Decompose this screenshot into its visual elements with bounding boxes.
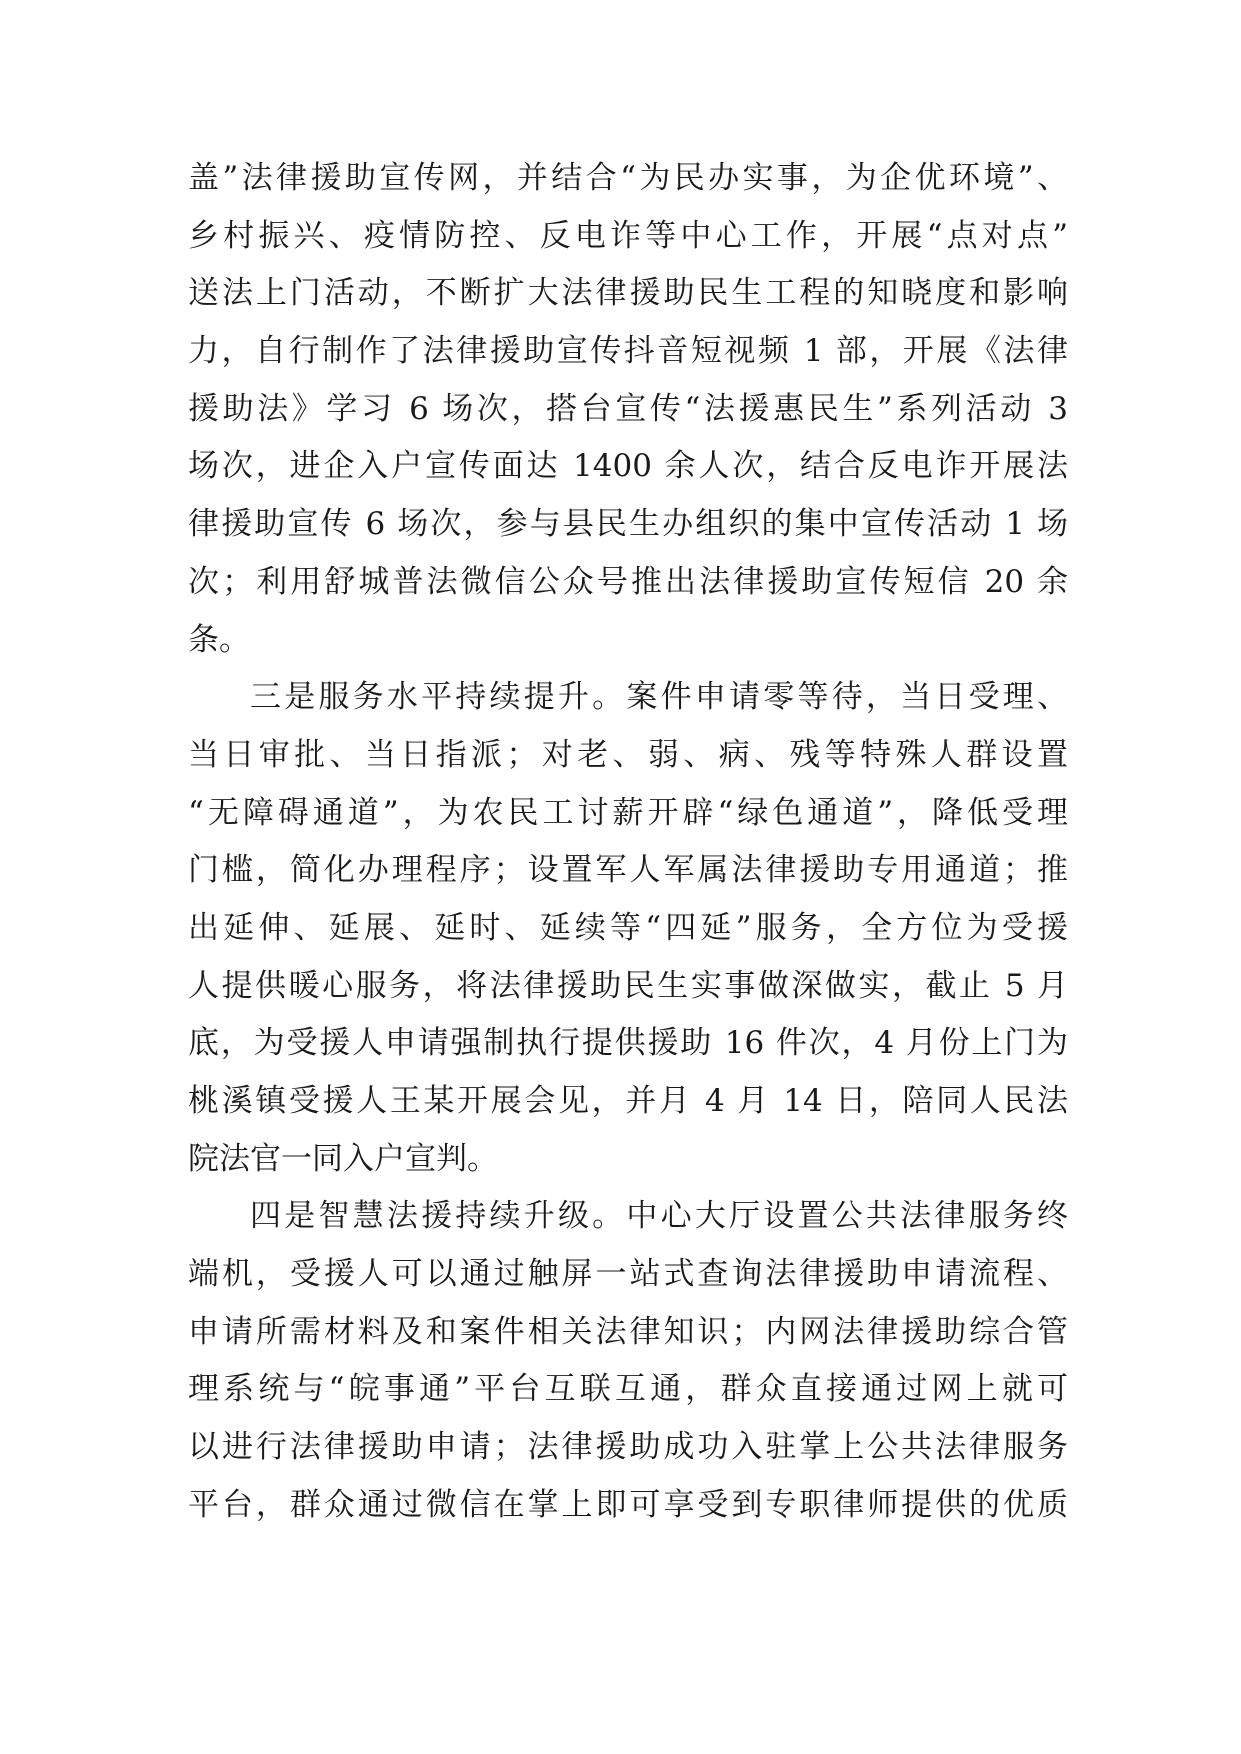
text-line: 律援助宣传 6 场次，参与县民生办组织的集中宣传活动 1 场 <box>188 506 1068 543</box>
text-line: 理系统与“皖事通”平台互联互通，群众直接通过网上就可 <box>188 1371 1068 1408</box>
text-line: 力，自行制作了法律援助宣传抖音短视频 1 部，开展《法律 <box>188 333 1068 370</box>
text-line: 底，为受援人申请强制执行提供援助 16 件次，4 月份上门为 <box>188 1025 1068 1062</box>
text-line: 盖”法律援助宣传网，并结合“为民办实事，为企优环境”、 <box>188 160 1068 196</box>
text-line: 三是服务水平持续提升。案件申请零等待，当日受理、 <box>250 679 1068 716</box>
text-line: 申请所需材料及和案件相关法律知识；内网法律援助综合管 <box>188 1313 1068 1350</box>
text-line: 场次，进企入户宣传面达 1400 余人次，结合反电诈开展法 <box>188 448 1068 485</box>
text-line: 援助法》学习 6 场次，搭台宣传“法援惠民生”系列活动 3 <box>188 390 1068 427</box>
text-line: 送法上门活动，不断扩大法律援助民生工程的知晓度和影响 <box>188 275 1068 312</box>
text-line: 以进行法律援助申请；法律援助成功入驻掌上公共法律服务 <box>188 1429 1068 1466</box>
text-line: 当日审批、当日指派；对老、弱、病、残等特殊人群设置 <box>188 736 1068 773</box>
text-line: 四是智慧法援持续升级。中心大厅设置公共法律服务终 <box>250 1198 1068 1235</box>
text-line: 次；利用舒城普法微信公众号推出法律援助宣传短信 20 余 <box>188 563 1068 600</box>
text-line: 出延伸、延展、延时、延续等“四延”服务，全方位为受援 <box>188 909 1068 946</box>
text-line: 端机，受援人可以通过触屏一站式查询法律援助申请流程、 <box>188 1256 1068 1293</box>
text-line: 桃溪镇受援人王某开展会见，并月 4 月 14 日，陪同人民法 <box>188 1083 1068 1119</box>
paragraph-publicity <box>188 150 1068 669</box>
text-line: “无障碍通道”，为农民工讨薪开辟“绿色通道”，降低受理 <box>188 794 1068 831</box>
text-line: 条。 <box>188 621 250 658</box>
text-line: 乡村振兴、疫情防控、反电诈等中心工作，开展“点对点” <box>188 217 1068 254</box>
text-line: 门槛，简化办理程序；设置军人军属法律援助专用通道；推 <box>188 852 1068 889</box>
text-line: 院法官一同入户宣判。 <box>188 1140 498 1177</box>
text-line: 人提供暖心服务，将法律援助民生实事做深做实，截止 5 月 <box>188 967 1068 1004</box>
document-body <box>188 150 1068 1535</box>
paragraph-service-level <box>188 669 1068 1188</box>
text-line: 平台，群众通过微信在掌上即可享受到专职律师提供的优质 <box>188 1486 1068 1523</box>
paragraph-smart-legal-aid <box>188 1188 1068 1534</box>
